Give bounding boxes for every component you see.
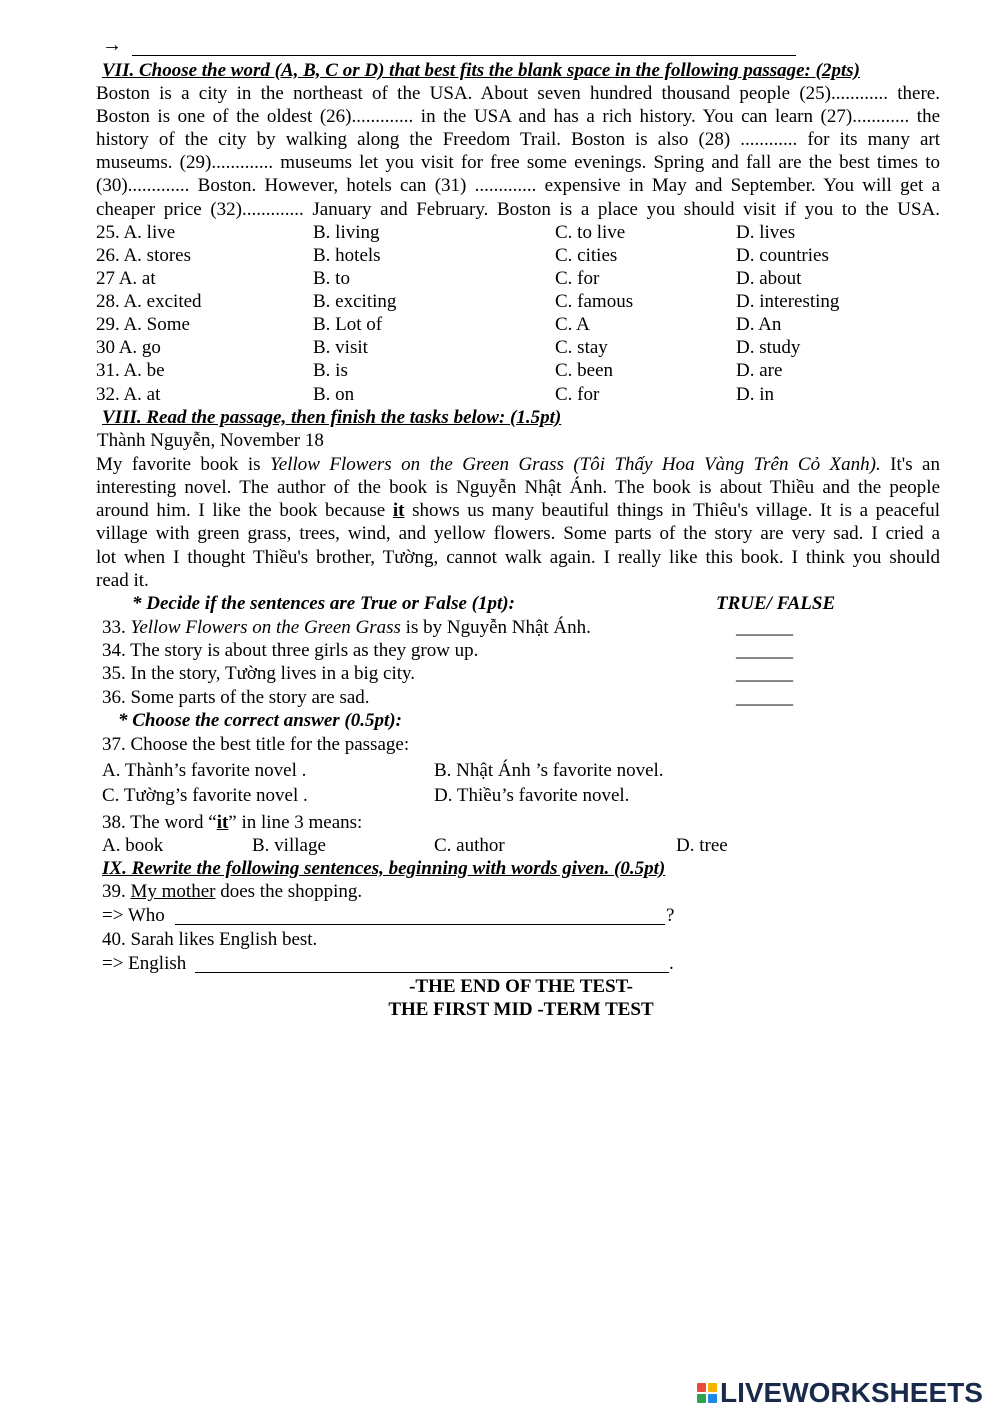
option-a[interactable]: 27 A. at bbox=[96, 268, 156, 289]
option-d[interactable]: D. are bbox=[736, 360, 783, 381]
option-a[interactable]: 32. A. at bbox=[96, 384, 161, 405]
answer-40-input[interactable] bbox=[195, 972, 669, 973]
tf-answer-blank[interactable]: ______ bbox=[736, 640, 793, 661]
question-40: 40. Sarah likes English best. bbox=[102, 929, 318, 950]
option-d[interactable]: D. Thiều’s favorite novel. bbox=[434, 785, 630, 806]
option-c[interactable]: C. to live bbox=[555, 222, 626, 243]
option-c[interactable]: C. A bbox=[555, 314, 590, 335]
arrow-icon: → bbox=[102, 34, 122, 56]
passage-line: cheaper price (32)............. January and February. Boston is a place you should visit if you to the USA. bbox=[96, 199, 940, 220]
option-a[interactable]: A. Thành’s favorite novel . bbox=[102, 760, 307, 781]
option-d[interactable]: D. about bbox=[736, 268, 802, 289]
passage-line: Boston is a city in the northeast of the USA. About seven hundred thousand people (25)............ there. bbox=[96, 83, 940, 104]
reading-line: lot when I thought Thiều's brother, Tường, cannot walk again. I really like this book. I think you should bbox=[96, 547, 940, 568]
answer-40-prefix: => English bbox=[102, 953, 187, 974]
option-a[interactable]: 29. A. Some bbox=[96, 314, 190, 335]
passage-line: Boston is one of the oldest (26)............. in the USA and has a rich history. You can learn (27)............ the bbox=[96, 106, 940, 127]
reading-line: read it. bbox=[96, 570, 149, 591]
option-d[interactable]: D. tree bbox=[676, 835, 728, 856]
option-b[interactable]: B. on bbox=[313, 384, 355, 405]
option-c[interactable]: C. author bbox=[434, 835, 505, 856]
answer-line bbox=[132, 55, 796, 56]
passage-line: museums. (29)............. museums let you visit for free some evenings. Spring and fall are the best times to bbox=[96, 152, 940, 173]
option-b[interactable]: B. village bbox=[252, 835, 326, 856]
true-false-column-label: TRUE/ FALSE bbox=[716, 593, 836, 614]
option-a[interactable]: 25. A. live bbox=[96, 222, 176, 243]
true-false-heading: * Decide if the sentences are True or False (1pt): bbox=[132, 593, 515, 614]
dateline: Thành Nguyễn, November 18 bbox=[97, 430, 324, 451]
answer-39-end: ? bbox=[666, 905, 675, 926]
passage-line: (30)............. Boston. However, hotels can (31) ............. expensive in May and September. You will get a bbox=[96, 175, 940, 196]
option-b[interactable]: B. exciting bbox=[313, 291, 397, 312]
section-8-heading: VIII. Read the passage, then finish the tasks below: (1.5pt) bbox=[102, 407, 562, 428]
option-b[interactable]: B. living bbox=[313, 222, 380, 243]
tf-question-34: 34. The story is about three girls as they grow up. bbox=[102, 640, 479, 661]
option-b[interactable]: B. hotels bbox=[313, 245, 381, 266]
option-a[interactable]: A. book bbox=[102, 835, 164, 856]
choose-answer-heading: * Choose the correct answer (0.5pt): bbox=[118, 710, 402, 731]
end-of-test: -THE END OF THE TEST- bbox=[409, 976, 633, 997]
tf-answer-blank[interactable]: ______ bbox=[736, 663, 793, 684]
reading-line: around him. I like the book because it shows us many beautiful things in Thiêu's village. It is a peaceful bbox=[96, 500, 940, 521]
passage-line: history of the city by walking along the Freedom Trail. Boston is also (28) ............ for its many art bbox=[96, 129, 940, 150]
option-c[interactable]: C. famous bbox=[555, 291, 634, 312]
option-d[interactable]: D. An bbox=[736, 314, 782, 335]
answer-39-input[interactable] bbox=[175, 924, 665, 925]
option-a[interactable]: 26. A. stores bbox=[96, 245, 191, 266]
section-7-heading: VII. Choose the word (A, B, C or D) that best fits the blank space in the following passage: (2pts) bbox=[102, 60, 860, 81]
option-c[interactable]: C. Tường’s favorite novel . bbox=[102, 785, 308, 806]
answer-40-end: . bbox=[669, 953, 674, 974]
option-c[interactable]: C. for bbox=[555, 384, 600, 405]
option-b[interactable]: B. to bbox=[313, 268, 350, 289]
option-c[interactable]: C. cities bbox=[555, 245, 618, 266]
answer-39-prefix: => Who bbox=[102, 905, 165, 926]
option-a[interactable]: 28. A. excited bbox=[96, 291, 202, 312]
option-d[interactable]: D. lives bbox=[736, 222, 796, 243]
question-39: 39. My mother does the shopping. bbox=[102, 881, 363, 902]
tf-answer-blank[interactable]: ______ bbox=[736, 687, 793, 708]
option-a[interactable]: 31. A. be bbox=[96, 360, 165, 381]
book-title: Yellow Flowers on the Green Grass (Tôi Thấy Hoa Vàng Trên Cỏ Xanh). bbox=[269, 454, 881, 475]
option-c[interactable]: C. for bbox=[555, 268, 600, 289]
option-a[interactable]: 30 A. go bbox=[96, 337, 161, 358]
option-d[interactable]: D. countries bbox=[736, 245, 829, 266]
option-b[interactable]: B. visit bbox=[313, 337, 368, 358]
tf-answer-blank[interactable]: ______ bbox=[736, 617, 793, 638]
tf-question-33: 33. Yellow Flowers on the Green Grass is by Nguyễn Nhật Ánh. bbox=[102, 617, 591, 638]
option-b[interactable]: B. Lot of bbox=[313, 314, 383, 335]
option-d[interactable]: D. study bbox=[736, 337, 801, 358]
logo-text: LIVEWORKSHEETS bbox=[720, 1377, 983, 1408]
question-37: 37. Choose the best title for the passage: bbox=[102, 734, 410, 755]
option-c[interactable]: C. stay bbox=[555, 337, 608, 358]
logo-icon bbox=[697, 1383, 717, 1403]
reading-line: village with green grass, trees, wind, and yellow flowers. Some parts of the story are very sad. I cried a bbox=[96, 523, 940, 544]
tf-question-35: 35. In the story, Tường lives in a big city. bbox=[102, 663, 416, 684]
tf-question-36: 36. Some parts of the story are sad. bbox=[102, 687, 370, 708]
option-b[interactable]: B. Nhật Ánh ’s favorite novel. bbox=[434, 760, 664, 781]
test-title: THE FIRST MID -TERM TEST bbox=[388, 999, 654, 1020]
option-c[interactable]: C. been bbox=[555, 360, 614, 381]
reading-line: My favorite book is Yellow Flowers on the Green Grass (Tôi Thấy Hoa Vàng Trên Cỏ Xanh). It's an bbox=[96, 454, 940, 475]
reading-line: interesting novel. The author of the book is Nguyễn Nhật Ánh. The book is about Thiều and the people bbox=[96, 477, 940, 498]
question-38: 38. The word “it” in line 3 means: bbox=[102, 812, 363, 833]
option-d[interactable]: D. interesting bbox=[736, 291, 840, 312]
option-d[interactable]: D. in bbox=[736, 384, 774, 405]
liveworksheets-logo bbox=[697, 1376, 983, 1410]
keyword-it: it bbox=[392, 500, 405, 521]
section-9-heading: IX. Rewrite the following sentences, beginning with words given. (0.5pt) bbox=[102, 858, 666, 879]
option-b[interactable]: B. is bbox=[313, 360, 348, 381]
